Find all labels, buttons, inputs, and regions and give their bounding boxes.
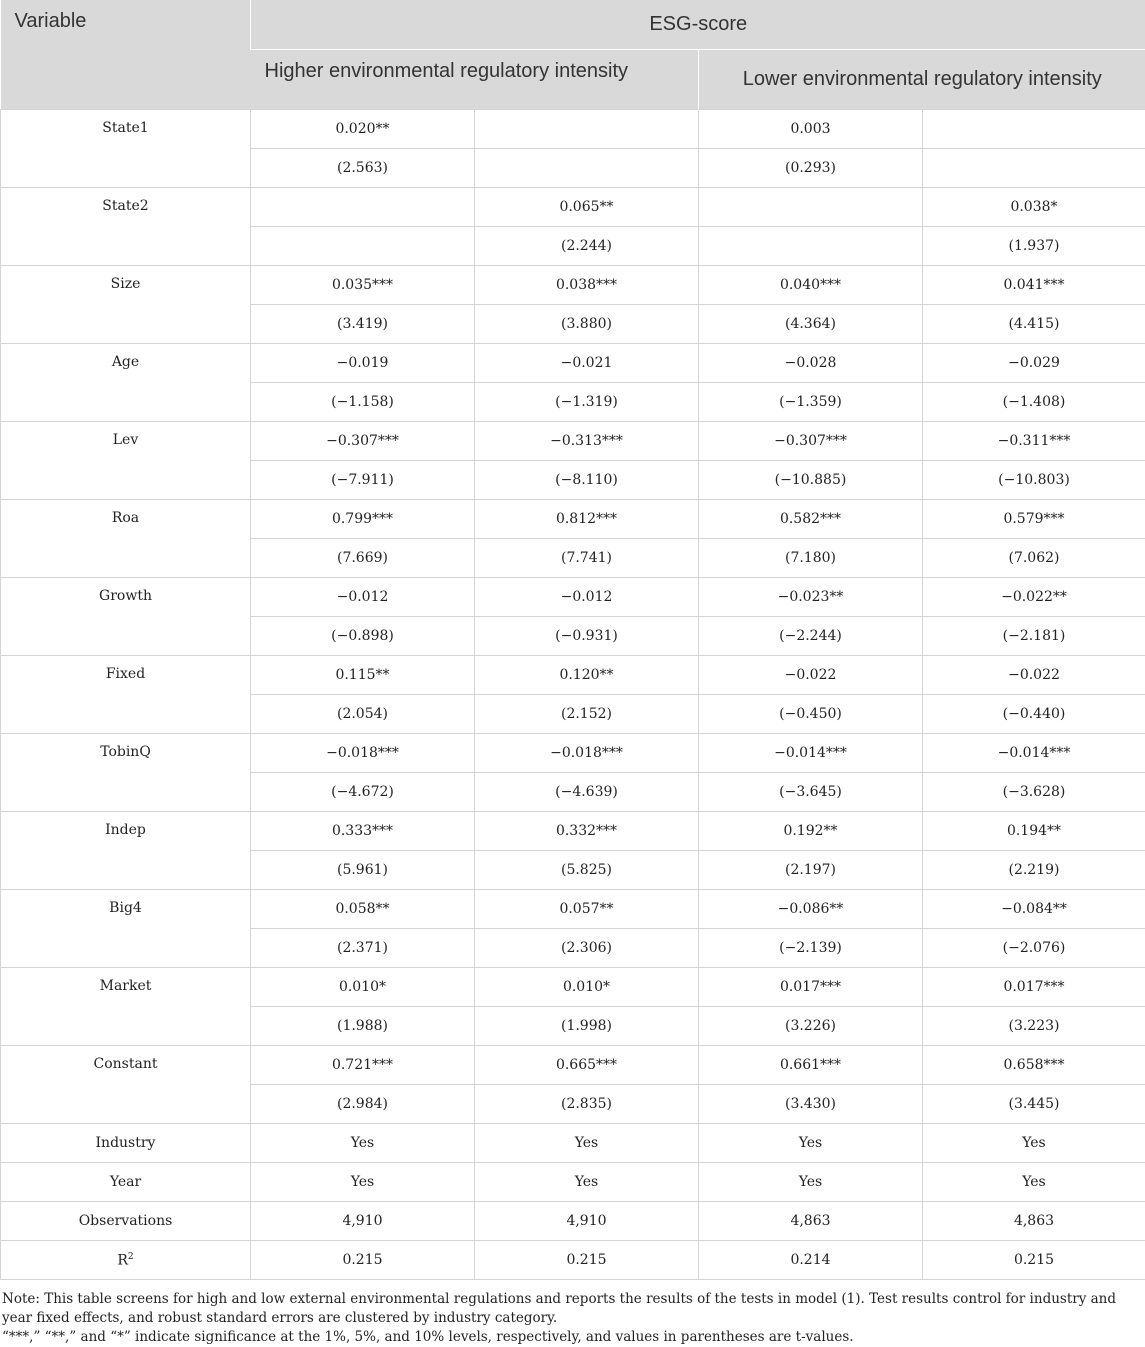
coefficient-cell: −0.021 — [475, 344, 699, 383]
t-value-cell: (4.364) — [699, 305, 923, 344]
t-value-cell: (−2.139) — [699, 929, 923, 968]
t-value-cell: (5.961) — [251, 851, 475, 890]
coefficient-cell: 0.017*** — [923, 968, 1145, 1007]
coefficient-cell: 0.057** — [475, 890, 699, 929]
t-value-cell: (−0.450) — [699, 695, 923, 734]
t-value-cell: (−0.440) — [923, 695, 1145, 734]
t-value-cell: (−10.885) — [699, 461, 923, 500]
t-value-cell: (1.988) — [251, 1007, 475, 1046]
t-value-cell — [923, 149, 1145, 188]
variable-name: Industry — [1, 1124, 251, 1163]
variable-name: Age — [1, 344, 251, 422]
t-value-cell: (7.669) — [251, 539, 475, 578]
t-value-cell: (−2.076) — [923, 929, 1145, 968]
t-value-cell: (2.835) — [475, 1085, 699, 1124]
t-value-cell: (−2.244) — [699, 617, 923, 656]
coefficient-cell: −0.311*** — [923, 422, 1145, 461]
t-value-cell: (−10.803) — [923, 461, 1145, 500]
t-value-cell: (3.430) — [699, 1085, 923, 1124]
lower-intensity-header: Lower environmental regulatory intensity — [699, 50, 1145, 110]
t-value-cell: (3.226) — [699, 1007, 923, 1046]
t-value-cell — [251, 227, 475, 266]
value-cell: Yes — [475, 1124, 699, 1163]
higher-intensity-header: Higher environmental regulatory intensity — [251, 50, 699, 110]
t-value-cell: (−4.672) — [251, 773, 475, 812]
variable-name: Lev — [1, 422, 251, 500]
value-cell: Yes — [251, 1124, 475, 1163]
table-row — [1, 578, 1145, 617]
t-value-cell: (2.371) — [251, 929, 475, 968]
coefficient-cell — [251, 188, 475, 227]
t-value-cell: (−1.408) — [923, 383, 1145, 422]
table-body — [1, 110, 1145, 1280]
table-row — [1, 266, 1145, 305]
value-cell: 4,863 — [699, 1202, 923, 1241]
coefficient-cell: 0.115** — [251, 656, 475, 695]
t-value-cell: (−7.911) — [251, 461, 475, 500]
coefficient-cell: −0.018*** — [475, 734, 699, 773]
coefficient-cell: 0.812*** — [475, 500, 699, 539]
significance-note: “***,” “**,” and “*” indicate significance at the 1%, 5%, and 10% levels, respectively, and values in parentheses are t-values. — [2, 1328, 1135, 1347]
variable-name: Fixed — [1, 656, 251, 734]
t-value-cell: (3.880) — [475, 305, 699, 344]
t-value-cell: (−8.110) — [475, 461, 699, 500]
coefficient-cell: −0.307*** — [251, 422, 475, 461]
variable-header: Variable — [1, 0, 251, 110]
variable-name: Big4 — [1, 890, 251, 968]
t-value-cell: (0.293) — [699, 149, 923, 188]
t-value-cell: (−0.931) — [475, 617, 699, 656]
coefficient-cell: 0.041*** — [923, 266, 1145, 305]
t-value-cell: (1.998) — [475, 1007, 699, 1046]
coefficient-cell: 0.040*** — [699, 266, 923, 305]
coefficient-cell: 0.332*** — [475, 812, 699, 851]
table-row — [1, 656, 1145, 695]
variable-name: Growth — [1, 578, 251, 656]
coefficient-cell: −0.086** — [699, 890, 923, 929]
value-cell: 4,910 — [251, 1202, 475, 1241]
variable-name — [1, 1241, 251, 1280]
value-cell: Yes — [923, 1163, 1145, 1202]
coefficient-cell: −0.014*** — [699, 734, 923, 773]
value-cell: Yes — [699, 1124, 923, 1163]
table-row — [1, 968, 1145, 1007]
t-value-cell: (2.152) — [475, 695, 699, 734]
variable-name: Market — [1, 968, 251, 1046]
coefficient-cell: 0.038*** — [475, 266, 699, 305]
t-value-cell: (2.197) — [699, 851, 923, 890]
table-row — [1, 500, 1145, 539]
value-cell: 0.215 — [923, 1241, 1145, 1280]
t-value-cell: (−1.319) — [475, 383, 699, 422]
coefficient-cell: 0.010* — [475, 968, 699, 1007]
t-value-cell: (3.419) — [251, 305, 475, 344]
variable-name: Size — [1, 266, 251, 344]
table-row — [1, 422, 1145, 461]
table-row — [1, 890, 1145, 929]
t-value-cell: (7.062) — [923, 539, 1145, 578]
t-value-cell: (4.415) — [923, 305, 1145, 344]
t-value-cell: (2.219) — [923, 851, 1145, 890]
coefficient-cell: −0.018*** — [251, 734, 475, 773]
t-value-cell: (−0.898) — [251, 617, 475, 656]
coefficient-cell: 0.721*** — [251, 1046, 475, 1085]
value-cell: 4,863 — [923, 1202, 1145, 1241]
coefficient-cell: −0.084** — [923, 890, 1145, 929]
coefficient-cell: −0.014*** — [923, 734, 1145, 773]
coefficient-cell: 0.658*** — [923, 1046, 1145, 1085]
coefficient-cell: −0.012 — [251, 578, 475, 617]
table-header — [1, 0, 1145, 110]
coefficient-cell: 0.038* — [923, 188, 1145, 227]
r-squared-exponent: 2 — [128, 1252, 134, 1262]
variable-name: Year — [1, 1163, 251, 1202]
coefficient-cell: 0.799*** — [251, 500, 475, 539]
t-value-cell: (−3.645) — [699, 773, 923, 812]
coefficient-cell: 0.333*** — [251, 812, 475, 851]
value-cell: Yes — [475, 1163, 699, 1202]
r-squared-label: R — [117, 1252, 128, 1268]
note-text: Note: This table screens for high and low external environmental regulations and reports the results of the tests in model (1). Test results control for industry and year fixed effects, and robust standard errors are clustered by industry category. — [2, 1290, 1135, 1328]
coefficient-cell — [699, 188, 923, 227]
coefficient-cell: 0.010* — [251, 968, 475, 1007]
value-cell: Yes — [923, 1124, 1145, 1163]
variable-name: State2 — [1, 188, 251, 266]
t-value-cell: (−2.181) — [923, 617, 1145, 656]
coefficient-cell: −0.019 — [251, 344, 475, 383]
t-value-cell — [699, 227, 923, 266]
coefficient-cell: −0.022 — [699, 656, 923, 695]
value-cell: Yes — [699, 1163, 923, 1202]
coefficient-cell: 0.003 — [699, 110, 923, 149]
coefficient-cell: 0.120** — [475, 656, 699, 695]
value-cell: 0.214 — [699, 1241, 923, 1280]
coefficient-cell: 0.017*** — [699, 968, 923, 1007]
coefficient-cell — [475, 110, 699, 149]
table-row — [1, 1202, 1145, 1241]
coefficient-cell — [923, 110, 1145, 149]
t-value-cell: (−3.628) — [923, 773, 1145, 812]
t-value-cell: (2.054) — [251, 695, 475, 734]
coefficient-cell: −0.307*** — [699, 422, 923, 461]
table-row — [1, 1241, 1145, 1280]
table-row — [1, 110, 1145, 149]
t-value-cell: (7.180) — [699, 539, 923, 578]
coefficient-cell: −0.022 — [923, 656, 1145, 695]
variable-name: Constant — [1, 1046, 251, 1124]
variable-name: Roa — [1, 500, 251, 578]
coefficient-cell: −0.028 — [699, 344, 923, 383]
table-row — [1, 188, 1145, 227]
table-notes — [0, 1290, 1145, 1347]
coefficient-cell: 0.579*** — [923, 500, 1145, 539]
table-row — [1, 734, 1145, 773]
variable-name: TobinQ — [1, 734, 251, 812]
coefficient-cell: −0.022** — [923, 578, 1145, 617]
coefficient-cell: 0.020** — [251, 110, 475, 149]
t-value-cell — [475, 149, 699, 188]
value-cell: 0.215 — [475, 1241, 699, 1280]
coefficient-cell: 0.065** — [475, 188, 699, 227]
t-value-cell: (2.984) — [251, 1085, 475, 1124]
coefficient-cell: 0.194** — [923, 812, 1145, 851]
table-row — [1, 1124, 1145, 1163]
t-value-cell: (5.825) — [475, 851, 699, 890]
t-value-cell: (−4.639) — [475, 773, 699, 812]
coefficient-cell: −0.023** — [699, 578, 923, 617]
coefficient-cell: 0.058** — [251, 890, 475, 929]
variable-name: Observations — [1, 1202, 251, 1241]
table-row — [1, 344, 1145, 383]
t-value-cell: (2.244) — [475, 227, 699, 266]
coefficient-cell: 0.035*** — [251, 266, 475, 305]
variable-name: Indep — [1, 812, 251, 890]
coefficient-cell: 0.192** — [699, 812, 923, 851]
value-cell: Yes — [251, 1163, 475, 1202]
variable-name: State1 — [1, 110, 251, 188]
t-value-cell: (7.741) — [475, 539, 699, 578]
value-cell: 4,910 — [475, 1202, 699, 1241]
t-value-cell: (3.223) — [923, 1007, 1145, 1046]
t-value-cell: (2.306) — [475, 929, 699, 968]
esg-score-header: ESG-score — [251, 0, 1145, 50]
t-value-cell: (−1.359) — [699, 383, 923, 422]
table-row — [1, 1163, 1145, 1202]
coefficient-cell: −0.313*** — [475, 422, 699, 461]
coefficient-cell: −0.029 — [923, 344, 1145, 383]
t-value-cell: (2.563) — [251, 149, 475, 188]
coefficient-cell: 0.582*** — [699, 500, 923, 539]
table-row — [1, 812, 1145, 851]
table-row — [1, 1046, 1145, 1085]
t-value-cell: (3.445) — [923, 1085, 1145, 1124]
coefficient-cell: 0.665*** — [475, 1046, 699, 1085]
value-cell: 0.215 — [251, 1241, 475, 1280]
t-value-cell: (1.937) — [923, 227, 1145, 266]
coefficient-cell: −0.012 — [475, 578, 699, 617]
t-value-cell: (−1.158) — [251, 383, 475, 422]
coefficient-cell: 0.661*** — [699, 1046, 923, 1085]
